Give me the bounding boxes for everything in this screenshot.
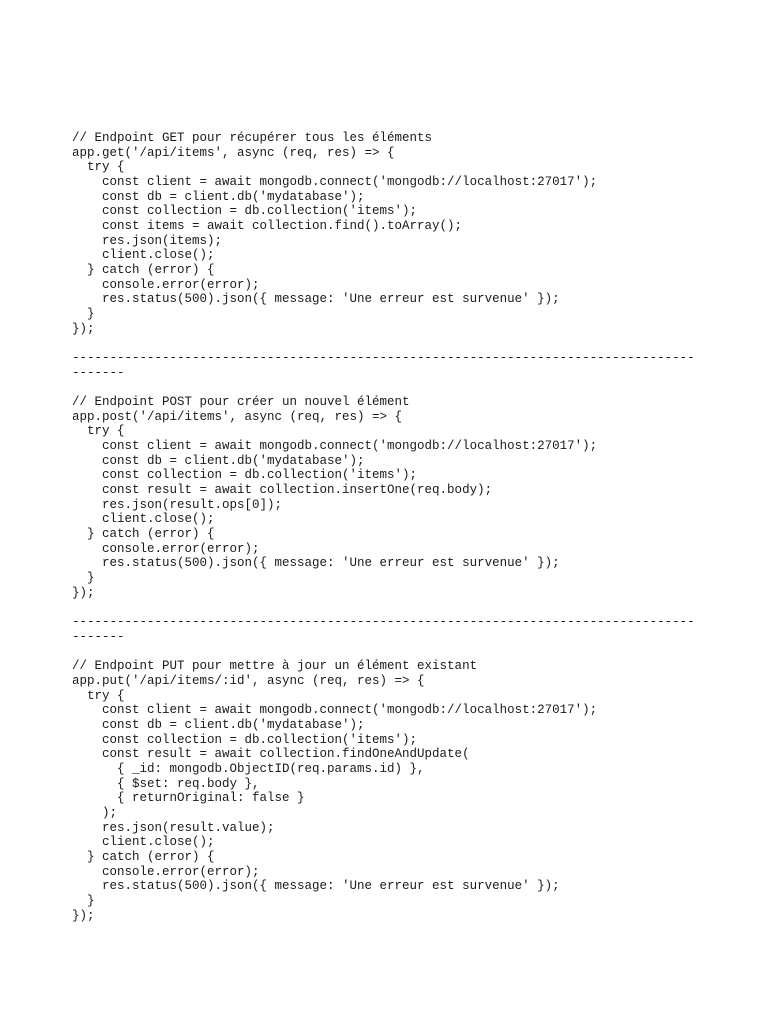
code-line: const result = await collection.insertOne(req.body); [72, 483, 493, 498]
separator-line: ----------------------------------------------------------------------------------- [72, 615, 695, 630]
code-line: const result = await collection.findOneAndUpdate( [72, 747, 470, 762]
code-line: const db = client.db('mydatabase'); [72, 453, 365, 468]
code-line: { returnOriginal: false } [72, 791, 305, 806]
code-line: res.status(500).json({ message: 'Une erreur est survenue' }); [72, 879, 560, 894]
code-line: } catch (error) { [72, 263, 215, 278]
separator-line: ------- [72, 365, 125, 380]
blank-line [72, 645, 695, 660]
code-line: { _id: mongodb.ObjectID(req.params.id) }, [72, 761, 425, 776]
code-line: const client = await mongodb.connect('mongodb://localhost:27017'); [72, 703, 598, 718]
separator-line: ----------------------------------------------------------------------------------- [72, 351, 695, 366]
code-line: console.error(error); [72, 277, 260, 292]
code-line: const db = client.db('mydatabase'); [72, 189, 365, 204]
code-line: app.put('/api/items/:id', async (req, res) => { [72, 673, 425, 688]
code-line: const client = await mongodb.connect('mongodb://localhost:27017'); [72, 439, 598, 454]
code-line: const collection = db.collection('items'); [72, 732, 418, 747]
code-line: app.post('/api/items', async (req, res) => { [72, 409, 403, 424]
code-line: }); [72, 908, 95, 923]
code-line: try { [72, 160, 125, 175]
code-line: res.json(items); [72, 233, 223, 248]
code-line: const collection = db.collection('items'); [72, 468, 418, 483]
code-line: } [72, 893, 95, 908]
code-comment: // Endpoint GET pour récupérer tous les éléments [72, 131, 433, 145]
blank-line [72, 336, 695, 351]
code-line: client.close(); [72, 512, 215, 527]
code-line: } catch (error) { [72, 849, 215, 864]
code-line: const db = client.db('mydatabase'); [72, 717, 365, 732]
code-line: res.json(result.ops[0]); [72, 497, 283, 512]
code-listing [72, 131, 695, 923]
code-line: try { [72, 424, 125, 439]
code-line: try { [72, 688, 125, 703]
code-line: } [72, 571, 95, 586]
blank-line [72, 601, 695, 616]
code-line: const client = await mongodb.connect('mongodb://localhost:27017'); [72, 175, 598, 190]
code-line: client.close(); [72, 835, 215, 850]
blank-line [72, 380, 695, 395]
code-line: res.status(500).json({ message: 'Une erreur est survenue' }); [72, 292, 560, 307]
code-line: }); [72, 585, 95, 600]
code-line: app.get('/api/items', async (req, res) => { [72, 145, 395, 160]
code-line: }); [72, 321, 95, 336]
code-line: console.error(error); [72, 541, 260, 556]
code-line: res.status(500).json({ message: 'Une erreur est survenue' }); [72, 556, 560, 571]
code-line: } [72, 307, 95, 322]
code-line: } catch (error) { [72, 527, 215, 542]
code-line: const collection = db.collection('items'); [72, 204, 418, 219]
code-line: client.close(); [72, 248, 215, 263]
separator-line: ------- [72, 629, 125, 644]
code-line: console.error(error); [72, 864, 260, 879]
code-line: const items = await collection.find().toArray(); [72, 219, 463, 234]
code-comment: // Endpoint PUT pour mettre à jour un élément existant [72, 659, 478, 674]
code-line: { $set: req.body }, [72, 776, 260, 791]
code-comment: // Endpoint POST pour créer un nouvel élément [72, 395, 410, 410]
code-line: res.json(result.value); [72, 820, 275, 835]
code-line: ); [72, 805, 118, 820]
